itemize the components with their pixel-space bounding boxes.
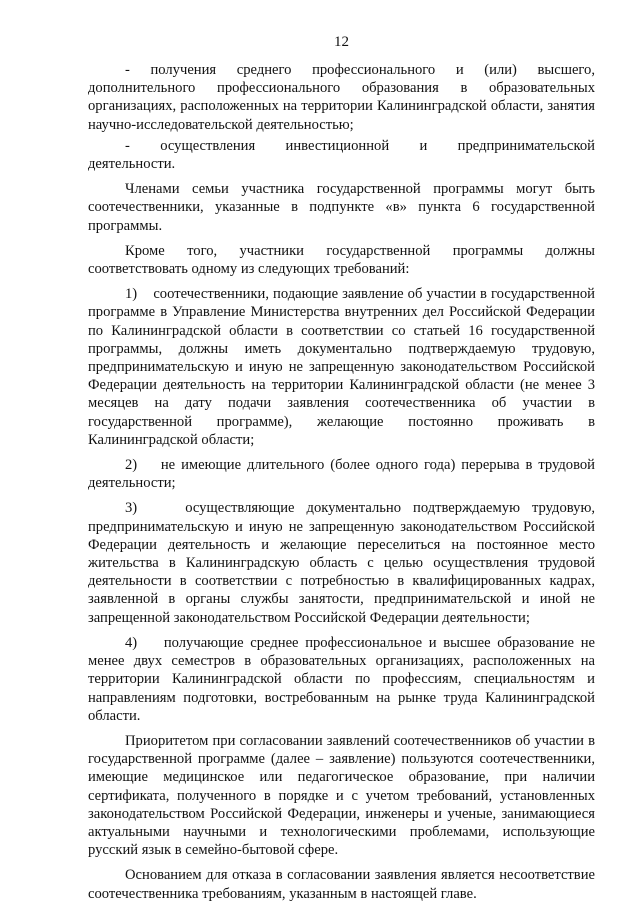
paragraph-requirements-intro: Кроме того, участники государственной программы должны соответствовать одному из следующих требований:: [88, 242, 595, 278]
requirement-item-1: 1) соотечественники, подающие заявление об участии в государственной программе в Управление Министерства внутренних дел Российской Федерации по Калининградской области в соответствии со статьей 16 государственной программы, должны иметь документально подтверждаемую трудовую, предпринимательскую и иную не запрещенную законодательством Российской Федерации деятельность на территории Калининградской области (не менее 3 месяцев на дату подачи заявления соотечественника об участии в государственной программе), желающие постоянно проживать в Калининградской области;: [88, 286, 599, 448]
requirement-item-3: 3) осуществляющие документально подтверждаемую трудовую, предпринимательскую и иную не запрещенную законодательством Российской Федерации деятельность и желающие переселиться на постоянное место жительства в Калининградскую область с целью осуществления трудовой деятельности в соответствии с потребностью в квалифицированных кадрах, заявленной в органы службы занятости, предпринимательской и иной не запрещенной законодательством Российской Федерации деятельности;: [88, 500, 599, 626]
requirement-item-2: 2) не имеющие длительного (более одного года) перерыва в трудовой деятельности;: [88, 457, 599, 492]
paragraph-investment: - осуществления инвестиционной и предпринимательской деятельности.: [88, 137, 599, 173]
paragraph-priority: Приоритетом при согласовании заявлений соотечественников об участии в государственной программе (далее – заявление) пользуются соотечественники, имеющие медицинское или педагогическое образование, при наличии сертификата, полученного в порядке и с учетом требований, установленных законодательством Российской Федерации, инженеры и ученые, занимающиеся актуальными научными и технологическими проблемами, использующие русский язык в семейно-бытовой сфере.: [88, 732, 595, 859]
paragraph-family-members: Членами семьи участника государственной программы могут быть соотечественники, указанные в подпункте «в» пункта 6 государственной программы.: [88, 181, 595, 234]
paragraph-refusal-basis: Основанием для отказа в согласовании заявления является несоответствие соотечественника требованиям, указанным в настоящей главе.: [88, 867, 595, 902]
paragraph-education: - получения среднего профессионального и (или) высшего, дополнительного профессионального образования в образовательных организациях, расположенных на территории Калининградской области, занятия научно-исследовательской деятельностью;: [88, 62, 599, 133]
document-page: [88, 34, 599, 903]
requirement-item-4: 4) получающие среднее профессиональное и высшее образование не менее двух семестров в образовательных организациях, расположенных на территории Калининградской области по профессиям, специальностям и направлениям подготовки, востребованным на рынке труда Калининградской области.: [88, 634, 599, 724]
page-number: 12: [334, 34, 349, 50]
